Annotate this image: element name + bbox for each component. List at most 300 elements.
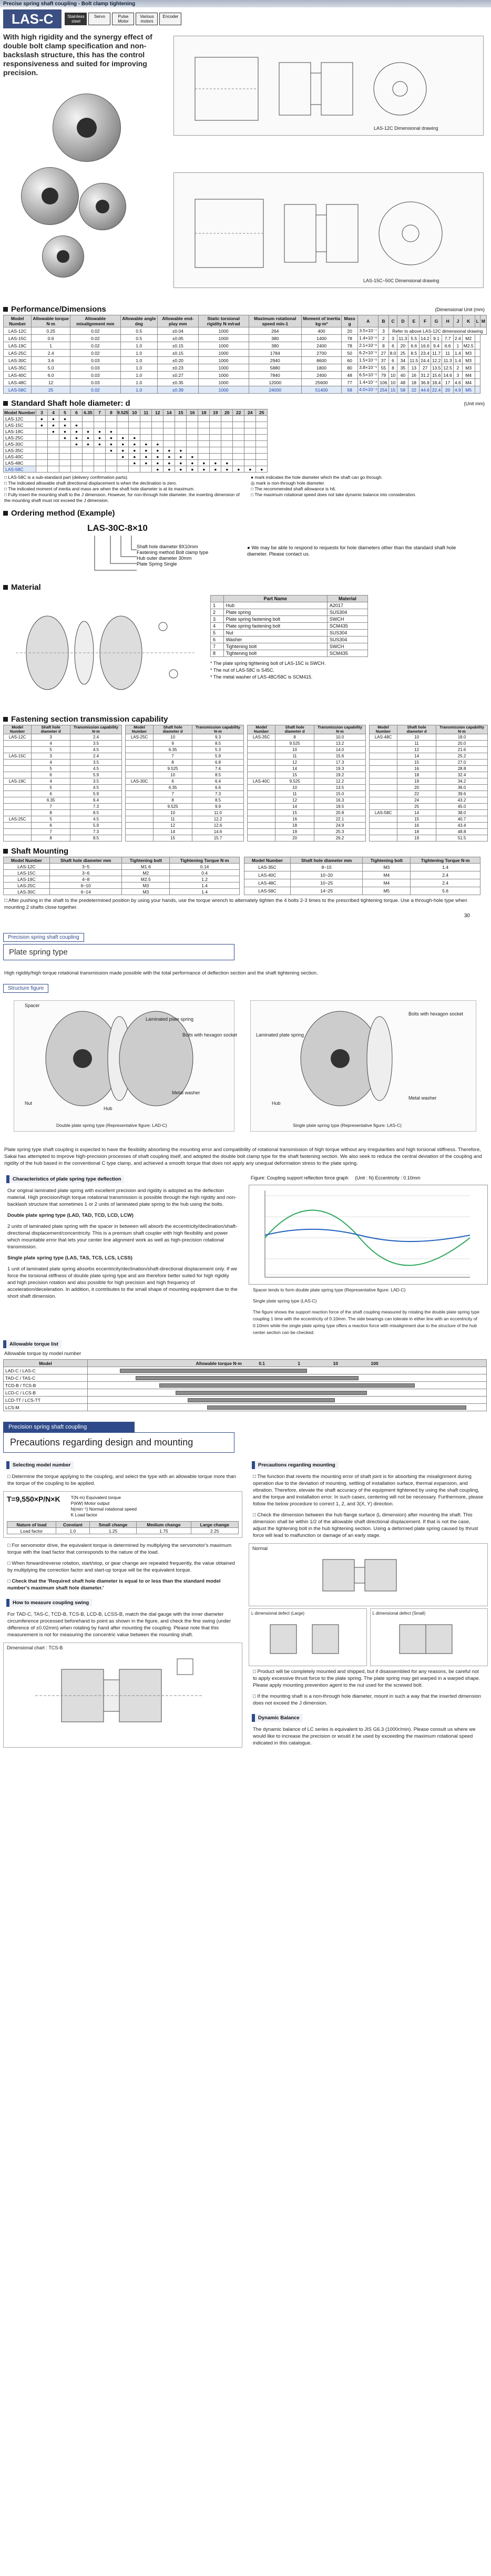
mount-cell: M4 [363,879,411,887]
cap-row [370,778,488,785]
cap-cell: 19 [397,835,436,841]
perf-col-head: Model Number [4,315,32,327]
hole-col-head: 15 [175,409,187,416]
cap-cell: 7.3 [192,791,244,797]
cap-col-head: Transmission capability N·m [70,725,122,734]
allow-row [4,1382,487,1389]
perf-cell: 9.4 [431,342,442,350]
hole-mark [233,416,244,422]
cap-cell: 7.3 [70,829,122,835]
cap-cell: 6.35 [154,747,192,753]
hole-mark [140,428,152,435]
cap-row [248,791,366,797]
load-col-head: Small change [89,1522,137,1528]
perf-cell: 14.6 [442,372,454,379]
feature-tags [65,13,181,25]
cap-cell: 14 [275,766,314,772]
drawing-las15c [173,172,484,288]
cap-cell: 40.7 [436,816,488,823]
cap-row [126,816,244,823]
cap-cell: 11 [397,741,436,747]
cap-cell: 15 [154,835,192,841]
cap-row [4,816,122,823]
perf-cell: 1.0 [120,357,157,364]
perf-cell [475,335,480,342]
material-title [0,582,491,593]
cap-cell: 48.8 [436,829,488,835]
hole-col-head: 12 [152,409,163,416]
cap-cell [4,741,32,747]
perf-cell: LAS-40C [4,372,32,379]
perf-cell: 80 [342,364,358,372]
hole-mark [71,466,83,473]
hole-mark [129,416,140,422]
cap-row [370,753,488,760]
perf-cell: 2400 [302,342,342,350]
hole-mark [71,447,83,454]
structure-label: Hub [104,1106,112,1111]
mount-col-head: Shaft hole diameter mm [290,857,363,864]
coupling-photo-2 [21,167,79,225]
cap-cell [370,816,397,823]
cap-cell: 11 [154,816,192,823]
hole-mark: ● [152,441,163,447]
hole-mark [48,441,59,447]
cap-row [4,766,122,772]
hole-col-head: 14 [163,409,175,416]
cap-cell [248,829,275,835]
tag-pulse: Pulse Motor [112,13,134,25]
hole-col-head: 6.35 [83,409,94,416]
cap-cell: 7 [154,791,192,797]
cap-cell: 15 [275,810,314,816]
order-line: Fastening method Bolt clamp type [137,550,209,555]
cap-cell: 3.5 [70,760,122,766]
cap-cell [370,835,397,841]
cap-row [370,734,488,741]
perf-cell: 1.0 [120,342,157,350]
cap-cell: 38.0 [436,810,488,816]
hole-mark: ● [152,454,163,460]
cap-cell [248,791,275,797]
cap-cell: 12 [275,760,314,766]
hole-col-head: 6 [71,409,83,416]
hole-mark [163,441,175,447]
structure-label: Metal washer [408,1095,437,1101]
cap-cell: 24 [397,797,436,804]
perf-cell: 6.6 [408,342,420,350]
perf-cell: 31.2 [420,372,431,379]
cap-cell: 11.0 [192,810,244,816]
structure-tab: Structure figure [3,984,48,993]
perf-cell: 3.6 [32,357,70,364]
cap-cell: 6.4 [70,797,122,804]
cap-cell [370,797,397,804]
normal-figure-svg [249,1544,480,1602]
perf-col-head: K [462,315,475,327]
mat-row [211,609,368,616]
mount-cell: LAS-48C [244,879,291,887]
hole-mark [244,422,256,428]
hole-mark [106,454,117,460]
mat-cell: Plate spring fastening bolt [223,623,327,630]
cap-cell: 51.5 [436,835,488,841]
allow-bar [188,1398,335,1402]
perf-col-head: Allowable misalignment mm [70,315,120,327]
perf-cell: 380 [249,342,302,350]
hole-mark: ● [83,428,94,435]
perf-cell: 24.4 [420,357,431,364]
cap-cell: 9.525 [275,741,314,747]
mount-cell: 0.4 [170,870,240,876]
mat-row [211,637,368,643]
hole-mark: ● [163,454,175,460]
perf-cell: 36.8 [420,379,431,386]
perf-cell: 37 [379,357,388,364]
mat-cell: Tightening bolt [223,643,327,650]
drawing-las15c-label: LAS-15C~50C Dimensional drawing [363,278,439,283]
measure-chart-svg [4,1648,235,1748]
perf-cell: 0.02 [70,342,120,350]
material-title-text: Material [11,583,41,592]
cap-row [248,734,366,741]
performance-title [0,304,491,315]
hole-mark [175,435,187,441]
perf-row [4,379,487,386]
mount-cell: 0.14 [170,864,240,870]
cap-cell: 20.0 [436,741,488,747]
hole-mark: ● [198,466,210,473]
hole-mark [163,428,175,435]
cap-cell: 5.9 [70,823,122,829]
mat-cell: 3 [211,616,224,623]
cap-cell: 32.4 [436,772,488,778]
hole-mark [244,454,256,460]
hole-mark [256,441,268,447]
intro-text: With high rigidity and the synergy effect of double bolt clamp specification and non-backslash structure, this has the control responsiveness and suited for improving precision. [3,33,152,77]
mount-cell: LAS-19C [4,876,50,882]
select-title: Selecting model number [6,1461,74,1469]
l-defect-small-svg [371,1609,484,1661]
hole-mark [175,428,187,435]
perf-cell: 27 [420,364,431,372]
hole-mark: ● [175,466,187,473]
order-line: Shaft hole diameter 8X10mm [137,544,198,549]
material-note: * The nut of LAS-58C is S45C. [210,668,274,673]
material-note: * The metal washer of LAS-48C/58C is SCM415. [210,674,313,680]
hole-notes-right: ● mark indicates the hole diameter which the shaft can go through. ◎ mark is non-through hole diameter. □ The recommended shaft allowance is h6. □ The maximum rotational speed does not take dynamic balance into consideration. [251,475,416,497]
perf-cell: 7840 [249,372,302,379]
cap-cell: 15.6 [314,753,366,760]
hole-mark: ● [48,422,59,428]
hole-model: LAS-19C [4,428,36,435]
hole-mark [83,454,94,460]
allow-model: LCD-C / LCS-B [4,1389,88,1397]
perf-cell: 8.5 [408,350,420,357]
hole-mark [198,441,210,447]
order-note: ● We may be able to respond to requests for hole diameters other than the standard shaft hole diameter. Please contact us. [247,545,456,557]
mount-row [4,882,240,889]
perf-cell: 18 [408,379,420,386]
hole-mark [187,447,198,454]
graph-legend: Spacer tends to form double plate spring type (Representative figure: LAD-C) [253,1287,406,1292]
cap-cell: 7.3 [70,804,122,810]
mount-col-head: Tightening bolt [122,857,170,864]
cap-cell [370,766,397,772]
mount-cell: 3~5 [49,864,122,870]
reflection-graph [249,1185,488,1285]
perf-cell: LAS-12C [4,327,32,335]
cap-cell [370,823,397,829]
load-col-head: Nature of load [7,1522,56,1528]
cap-row [126,766,244,772]
perf-col-head: J [453,315,462,327]
char-text: Our original laminated plate spring with excellent precision and rigidity is adopted as the deflection material. High precision/high torque rotational transmission is possible through the high rigidity and non-backlash structure that sometimes 1 or 2 units of laminated plate spring to the hub using the bolts. [7,1188,237,1207]
square-icon [3,307,8,312]
cap-cell: 6 [32,823,70,829]
mount-cell: M1.6 [122,864,170,870]
cap-cell: 14.0 [314,747,366,753]
hole-mark [233,460,244,466]
cap-col-head: Shaft hole diameter d [275,725,314,734]
cap-cell: 16 [397,823,436,829]
cap-col-head: Transmission capability N·m [314,725,366,734]
perf-col-head: H [442,315,454,327]
hole-mark: ● [187,454,198,460]
mat-cell: 6 [211,637,224,643]
hole-notes-left: □ LAS-58C is a sub-standard part (delivery confirmation parts). □ The indicated allowable shaft directional displacement is when the declination is zero. □ The indicated moment of inertia and mass are when the shaft hole diameter is at its maximum. □ Fully insert the mounting shaft to the J dimension. However, for non-through hole diameter, the inserting dimension of the mounting shaft must not exceed the J dimension. [4,475,240,503]
square-icon [3,401,8,406]
mount-row [4,864,240,870]
perf-cell: 17 [442,379,454,386]
hole-mark [233,454,244,460]
drawing-las12c-svg [174,36,484,136]
allow-model: TCD-B / TCS-B [4,1382,88,1389]
hole-mark [233,435,244,441]
hole-row [4,416,268,422]
perf-cell: 13 [408,364,420,372]
cap-cell [4,810,32,816]
allow-bar-cell [88,1389,487,1397]
perf-cell: 7.7 [442,335,454,342]
hole-mark [210,422,221,428]
perf-cell: 48 [342,372,358,379]
perf-cell: 51400 [302,386,342,394]
hole-mark [210,447,221,454]
perf-row [4,386,487,394]
hole-mark [71,416,83,422]
hole-mark [117,416,129,422]
mounting-note: □ After pushing in the shaft to the predetermined position by using your hands, use the torque wrench to alternately tighten the 4 bolts 2-3 times to the prescribed tightening torque. Use a through-hole type when mounting 2 shafts close together. [4,898,467,910]
perf-cell: 79 [379,372,388,379]
perf-cell: LAS-25C [4,350,32,357]
cap-col-head: Model Number [248,725,275,734]
cap-cell: 10 [154,772,192,778]
cap-cell: 15.7 [192,835,244,841]
cap-cell [248,823,275,829]
hole-mark [48,435,59,441]
performance-unit: (Dimensional Unit (mm) [435,306,485,312]
cap-cell: 6.4 [192,778,244,785]
hole-mark: ● [221,466,233,473]
perf-cell: 5.0 [32,364,70,372]
cap-cell: 20 [275,835,314,841]
cap-cell: 9 [154,741,192,747]
char-double-heading: Double plate spring type (LAD, TAD, TCD, LCD, LCW) [7,1213,134,1218]
perf-cell: 1 [32,342,70,350]
measure-chart-label: Dimensional chart : TCS-B [7,1645,63,1650]
coupling-photo-3 [79,183,126,230]
mount-cell: 1.4 [411,864,480,871]
cap-cell: 4.5 [70,766,122,772]
perf-cell: 0.02 [70,327,120,335]
cap-cell: LAS-48C [370,734,397,741]
perf-cell: 1.0 [120,386,157,394]
perf-cell: 1400 [302,335,342,342]
cap-row [248,753,366,760]
allow-head-torque-text: Allowable torque N·m [196,1360,242,1366]
hole-model: LAS-25C [4,435,36,441]
cap-row [370,766,488,772]
cap-cell [370,785,397,791]
perf-cell: 2700 [302,350,342,357]
graph-legend: Single plate spring type (LAS-C) [253,1298,317,1304]
perf-cell: LAS-30C [4,357,32,364]
l-defect-large [249,1608,367,1666]
structure-double [14,1000,238,1132]
hole-row [4,454,268,460]
hole-mark [71,454,83,460]
cap-cell: 12 [154,823,192,829]
perf-cell: 3 [388,335,397,342]
mount-cell: LAS-15C [4,870,50,876]
perf-cell: LAS-35C [4,364,32,372]
cap-row [248,797,366,804]
mat-cell: SCM435 [327,623,367,630]
hole-mark [198,454,210,460]
perf-col-head: Static torsional rigidity N·m/rad [198,315,249,327]
cap-row [248,810,366,816]
cap-cell [248,772,275,778]
cap-cell: 15.0 [314,791,366,797]
hole-mark [94,460,106,466]
hole-mark: ● [48,428,59,435]
allow-row [4,1404,487,1411]
perf-cell: 9.1 [431,335,442,342]
cap-cell: 14 [397,810,436,816]
hole-mark: ● [71,422,83,428]
cap-row [126,760,244,766]
allow-scale-tick: 100 [371,1360,379,1366]
load-col-head: Constant [56,1522,90,1528]
allow-row [4,1367,487,1374]
hole-col-head: 4 [48,409,59,416]
mat-cell: SUS304 [327,637,367,643]
mount-row [4,889,240,895]
hole-row [4,441,268,447]
cap-cell: 12.2 [192,816,244,823]
cap-cell [4,804,32,810]
mount-col-head: Tightening Torque N·m [411,857,480,864]
hole-col-head: 3 [36,409,48,416]
perf-col-head: Maximum rotational speed min-1 [249,315,302,327]
cap-cell: 22 [397,791,436,797]
perf-cell: Refer to above LAS-12C dimensional drawing [388,327,486,335]
cap-row [370,785,488,791]
cap-cell: 14 [397,753,436,760]
perf-cell: LAS-58C [4,386,32,394]
cap-row [126,785,244,791]
cap-cell [126,823,154,829]
hole-model: LAS-12C [4,416,36,422]
cap-row [126,778,244,785]
cap-cell: 18.0 [436,734,488,741]
perf-col-head: Allowable torque N·m [32,315,70,327]
cap-cell: LAS-12C [4,734,32,741]
hole-mark [221,428,233,435]
cap-cell: 45.0 [436,804,488,810]
square-icon [3,585,8,590]
perf-cell: 23.4 [420,350,431,357]
cap-cell: 11 [275,753,314,760]
hole-mark [152,422,163,428]
perf-cell: 380 [249,335,302,342]
hole-mark: ● [256,466,268,473]
hole-mark [221,454,233,460]
measure-title: How to measure coupling swing [6,1599,92,1607]
order-title [0,508,491,519]
category-strip: Precise spring shaft coupling - Bolt clamp tightening [0,0,491,7]
cap-cell: 22.1 [314,816,366,823]
cap-cell: LAS-25C [4,816,32,823]
hole-mark: ● [140,460,152,466]
hole-mark [244,428,256,435]
perf-cell [475,350,480,357]
perf-row [4,327,487,335]
allow-model: LCS-M [4,1404,88,1411]
hole-mark [198,447,210,454]
perf-cell: 1000 [198,364,249,372]
hole-mark [210,428,221,435]
hole-mark [233,441,244,447]
cap-cell: 5 [32,785,70,791]
perf-cell: 10 [388,379,397,386]
mat-row [211,623,368,630]
hole-col-head: 5 [59,409,71,416]
perf-cell: 1 [453,342,462,350]
hole-mark: ● [117,447,129,454]
perf-cell: 3 [379,327,388,335]
hole-mark [106,422,117,428]
allow-model: LCD-TT / LCS-TT [4,1397,88,1404]
mat-row [211,643,368,650]
hole-mark: ● [210,466,221,473]
hole-model: LAS-15C [4,422,36,428]
hole-mark [48,466,59,473]
structure-label: Hub [272,1101,281,1106]
tag-stainless: Stainless steel [65,13,87,25]
cap-cell: 10 [154,810,192,816]
perf-cell: 1000 [198,342,249,350]
hole-col-head: 7 [94,409,106,416]
cap-cell [126,816,154,823]
perf-cell: 6.2×10⁻⁶ [358,350,379,357]
perf-cell: 0.03 [70,379,120,386]
load-cell: 2.25 [191,1528,238,1534]
hole-notes [0,473,491,506]
allow-scale-tick: 0.1 [259,1360,265,1366]
perf-cell: 3.5×10⁻⁷ [358,327,379,335]
